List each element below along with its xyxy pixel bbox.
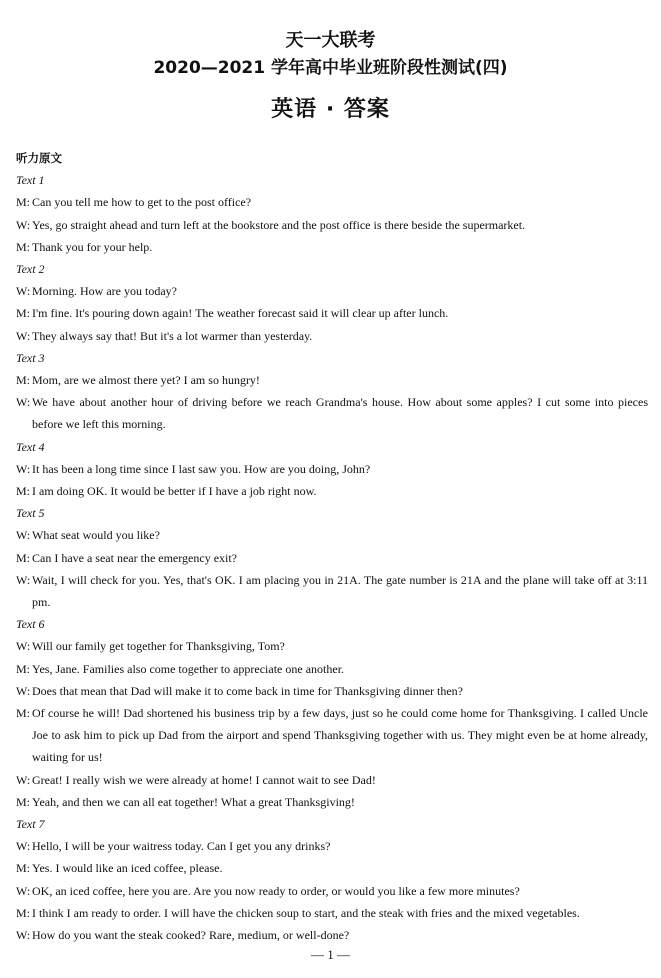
speaker-label: W: xyxy=(16,839,31,854)
text-label: Text 6 xyxy=(16,617,45,632)
dialogue-line xyxy=(16,302,648,324)
dialogue-line xyxy=(16,547,648,569)
utterance-text: Can I have a seat near the emergency exit? xyxy=(32,550,238,565)
speaker-label: M: xyxy=(16,483,31,498)
speaker-label: M: xyxy=(16,661,31,676)
utterance-text: Of course he will! Dad shortened his business trip by a few days, just so he could come home for Thanksgiving. I called Uncle Joe to ask him to pick up Dad from the airport and spend Thanksgiving together with us. They might even be at home already, waiting for us! xyxy=(32,705,648,765)
dialogue-line xyxy=(16,835,648,857)
dialogue-line xyxy=(16,280,648,302)
speaker-label: M: xyxy=(16,705,31,720)
speaker-label: W: xyxy=(16,772,31,787)
text-label: Text 2 xyxy=(16,261,45,276)
dialogue-line xyxy=(16,325,648,347)
section-heading: 听力原文 xyxy=(16,151,62,165)
dialogue-line xyxy=(16,924,648,946)
dialogue-line xyxy=(16,702,648,769)
dialogue-line xyxy=(16,880,648,902)
transcript-body xyxy=(16,147,648,946)
text-label: Text 3 xyxy=(16,350,45,365)
speaker-label: W: xyxy=(16,639,31,654)
dialogue-line xyxy=(16,480,648,502)
text-label: Text 5 xyxy=(16,506,45,521)
dialogue-line xyxy=(16,902,648,924)
dialogue-line xyxy=(16,857,648,879)
page-number: — 1 — xyxy=(311,947,350,962)
utterance-text: Can you tell me how to get to the post office? xyxy=(32,195,252,210)
speaker-label: W: xyxy=(16,217,31,232)
speaker-label: W: xyxy=(16,528,31,543)
dialogue-line xyxy=(16,658,648,680)
utterance-text: Yes, Jane. Families also come together to appreciate one another. xyxy=(32,661,345,676)
utterance-text: Yes, go straight ahead and turn left at the bookstore and the post office is there beside the supermarket. xyxy=(32,217,526,232)
utterance-text: Hello, I will be your waitress today. Can I get you any drinks? xyxy=(32,839,331,854)
text-label: Text 1 xyxy=(16,173,45,188)
dialogue-line xyxy=(16,635,648,657)
utterance-text: They always say that! But it's a lot warmer than yesterday. xyxy=(32,328,313,343)
utterance-text: I think I am ready to order. I will have the chicken soup to start, and the steak with fries and the mixed vegetables. xyxy=(32,905,580,920)
utterance-text: I am doing OK. It would be better if I have a job right now. xyxy=(32,483,317,498)
utterance-text: I'm fine. It's pouring down again! The weather forecast said it will clear up after lunch. xyxy=(32,306,449,321)
utterance-text: It has been a long time since I last saw you. How are you doing, John? xyxy=(32,461,371,476)
speaker-label: W: xyxy=(16,683,31,698)
utterance-text: Yes. I would like an iced coffee, please. xyxy=(32,861,223,876)
speaker-label: W: xyxy=(16,927,31,942)
speaker-label: W: xyxy=(16,284,31,299)
speaker-label: W: xyxy=(16,572,31,587)
speaker-label: M: xyxy=(16,195,31,210)
exam-org-title: 天一大联考 xyxy=(285,30,376,51)
utterance-text: We have about another hour of driving before we reach Grandma's house. How about some apples? I cut some into pieces before we left this morning. xyxy=(32,395,648,432)
dialogue-line xyxy=(16,524,648,546)
dialogue-line xyxy=(16,458,648,480)
utterance-text: Great! I really wish we were already at home! I cannot wait to see Dad! xyxy=(32,772,376,787)
speaker-label: M: xyxy=(16,306,31,321)
utterance-text: Does that mean that Dad will make it to come back in time for Thanksgiving dinner then? xyxy=(32,683,463,698)
utterance-text: How do you want the steak cooked? Rare, medium, or well-done? xyxy=(32,927,350,942)
text-label: Text 7 xyxy=(16,816,45,831)
dialogue-line xyxy=(16,191,648,213)
dialogue-line xyxy=(16,391,648,435)
text-label: Text 4 xyxy=(16,439,45,454)
utterance-text: Will our family get together for Thanksgiving, Tom? xyxy=(32,639,285,654)
utterance-text: Mom, are we almost there yet? I am so hungry! xyxy=(32,372,260,387)
dialogue-line xyxy=(16,791,648,813)
utterance-text: What seat would you like? xyxy=(32,528,160,543)
dialogue-line xyxy=(16,369,648,391)
speaker-label: M: xyxy=(16,861,31,876)
dialogue-line xyxy=(16,236,648,258)
speaker-label: M: xyxy=(16,794,31,809)
speaker-label: M: xyxy=(16,239,31,254)
utterance-text: Yeah, and then we can all eat together! What a great Thanksgiving! xyxy=(32,794,355,809)
dialogue-line xyxy=(16,769,648,791)
utterance-text: Wait, I will check for you. Yes, that's OK. I am placing you in 21A. The gate number is 21A and the plane will take off at 3:11 pm. xyxy=(32,572,648,609)
speaker-label: W: xyxy=(16,883,31,898)
speaker-label: M: xyxy=(16,905,31,920)
dialogue-line xyxy=(16,214,648,236)
speaker-label: W: xyxy=(16,395,31,410)
utterance-text: OK, an iced coffee, here you are. Are you now ready to order, or would you like a few more minutes? xyxy=(32,883,520,898)
utterance-text: Morning. How are you today? xyxy=(32,284,177,299)
dialogue-line xyxy=(16,569,648,613)
speaker-label: M: xyxy=(16,550,31,565)
speaker-label: M: xyxy=(16,372,31,387)
dialogue-line xyxy=(16,680,648,702)
speaker-label: W: xyxy=(16,328,31,343)
subject-title: 英语 · 答案 xyxy=(271,97,390,122)
speaker-label: W: xyxy=(16,461,31,476)
exam-name-title: 2020—2021 学年高中毕业班阶段性测试(四) xyxy=(153,58,508,78)
utterance-text: Thank you for your help. xyxy=(32,239,153,254)
